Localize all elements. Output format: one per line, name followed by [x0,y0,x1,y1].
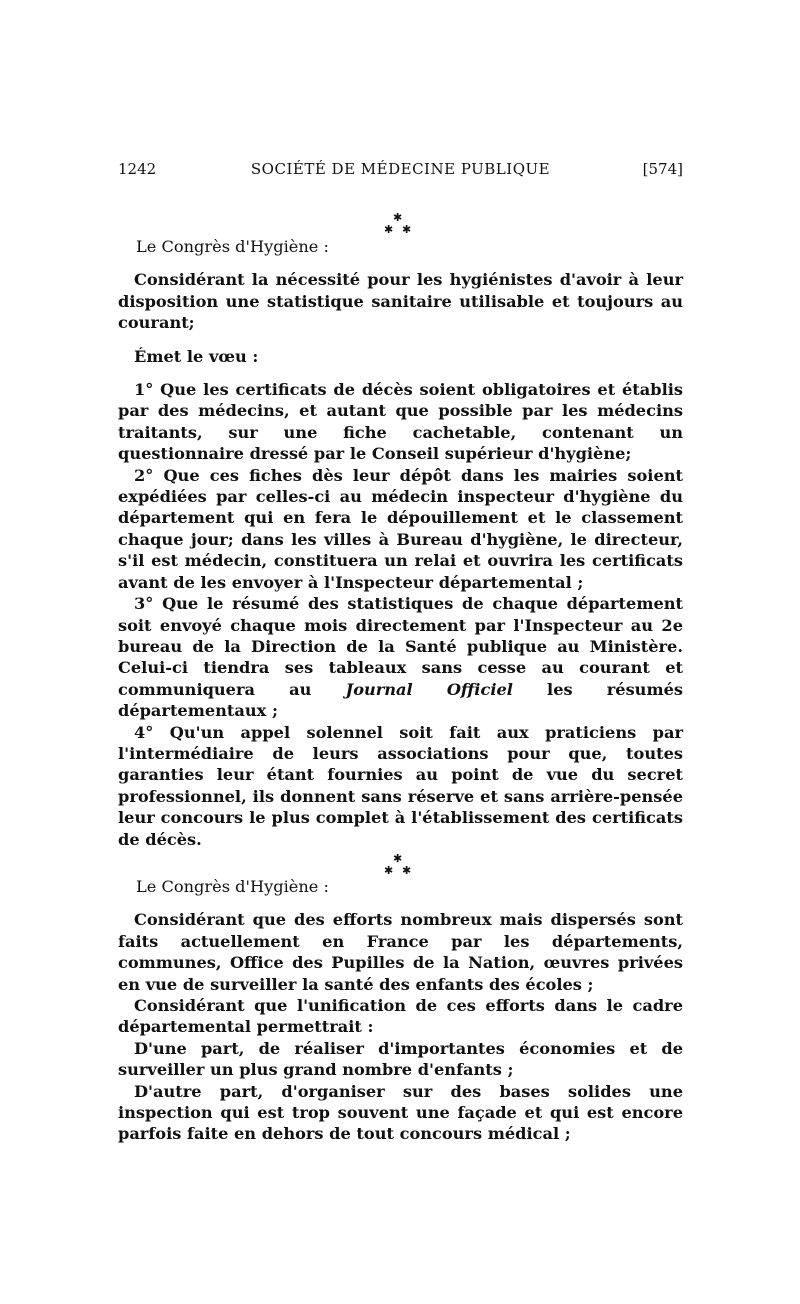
asterism-divider: ✱ ✱ ✱ [384,852,412,877]
paragraph: D'autre part, d'organiser sur des bases solides une inspection qui est trop souvent une façade et qui est encore parfois faite en dehors de tout concours médical ; [118,1081,683,1144]
resolution-death-certificates [118,236,683,850]
journal-title: Journal Officiel [345,679,513,699]
paragraph: Considérant que l'unification de ces efforts dans le cadre départemental permettrait : [118,996,683,1037]
resolution-intro: Le Congrès d'Hygiène : [136,237,329,256]
list-item: 2° Que ces fiches dès leur dépôt dans les mairies soient expédiées par celles-ci au médecin inspecteur d'hygiène du département qui en fera le dépouillement et le classement chaque jour; dans les villes à Bureau d'hygiène, le directeur, s'il est médecin, constituera un relai et ouvrira les certificats avant de les envoyer à l'Inspecteur départemental ; [118,465,683,592]
considering-paragraph: Considérant la nécessité pour les hygiénistes d'avoir à leur disposition une statistique sanitaire utilisable et toujours au courant; [118,270,683,333]
list-item: 4° Qu'un appel solennel soit fait aux praticiens par l'intermédiaire de leurs associations pour que, toutes garanties leur étant fournies au point de vue du secret professionnel, ils donnent sans réserve et sans arrière-pensée leur concours le plus complet à l'établissement des certificats de décès. [118,722,683,849]
paragraph: Considérant que des efforts nombreux mais dispersés sont faits actuellement en France par les départements, communes, Office des Pupilles de la Nation, œuvres privées en vue de surveiller la santé des enfants des écoles ; [118,910,683,994]
asterism-divider: ✱ ✱ ✱ [384,211,412,236]
page-reference: [574] [642,160,683,178]
list-item [118,593,683,721]
running-head [118,160,683,182]
resolution-school-health [118,876,683,1145]
paragraph: D'une part, de réaliser d'importantes économies et de surveiller un plus grand nombre d'enfants ; [118,1038,683,1080]
wish-heading: Émet le vœu : [134,346,259,366]
document-page [118,0,683,1304]
list-item-text: 3° Que le résumé des statistiques de chaque département soit envoyé chaque mois directement par l'Inspecteur au 2e bureau de la Direction de la Santé publique au Ministère. Celui-ci tiendra ses tableaux sans cesse au courant et communiquera au [118,594,683,699]
page-number: 1242 [118,160,157,178]
resolution-intro: Le Congrès d'Hygiène : [136,877,329,896]
running-title: SOCIÉTÉ DE MÉDECINE PUBLIQUE [250,160,551,178]
list-item-tail: les résumés départementaux ; [118,679,683,721]
list-item: 1° Que les certificats de décès soient obligatoires et établis par des médecins, et autant que possible par les médecins traitants, sur une fiche cachetable, contenant un questionnaire dressé par le Conseil supérieur d'hygiène; [118,380,683,464]
